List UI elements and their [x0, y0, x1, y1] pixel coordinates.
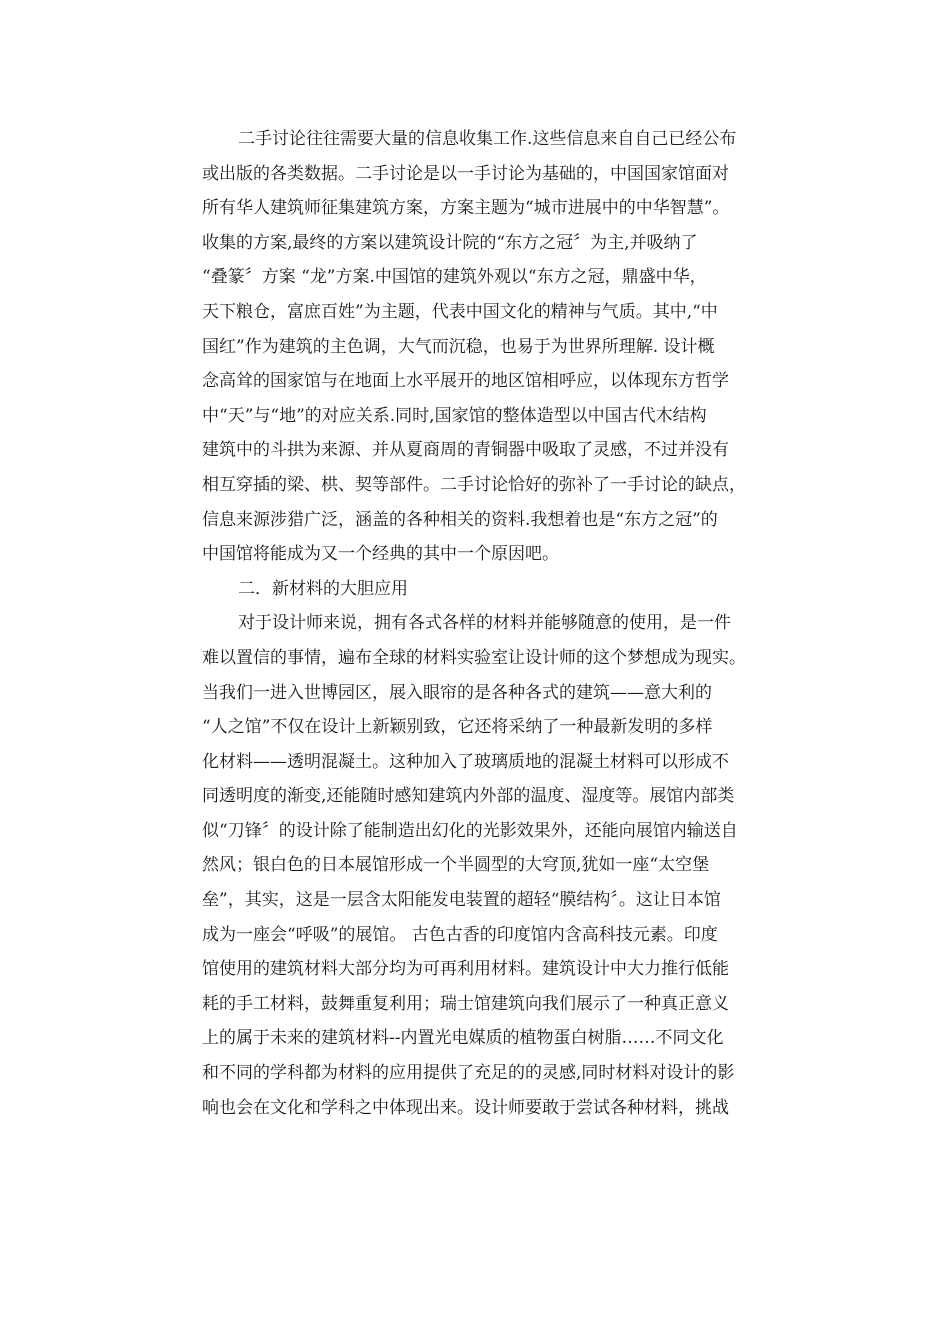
section-heading: 二．新材料的大胆应用 [238, 578, 408, 599]
text-line: 化材料——透明混凝土。这种加入了玻璃质地的混凝土材料可以形成不 [202, 751, 729, 772]
text-line: 国红”作为建筑的主色调，大气而沉稳，也易于为世界所理解. 设计概 [202, 336, 715, 357]
text-line: “人之馆”不仅在设计上新颖别致，它还将采纳了一种最新发明的多样 [202, 717, 713, 738]
text-line: 或出版的各类数据。二手讨论是以一手讨论为基础的，中国国家馆面对 [202, 163, 729, 184]
text-line: 难以置信的事情，遍布全球的材料实验室让设计师的这个梦想成为现实。 [202, 647, 746, 668]
text-line: 当我们一进入世博园区，展入眼帘的是各种各式的建筑——意大利的 [202, 682, 712, 703]
text-line: 然风；银白色的日本展馆形成一个半圆型的大穹顶,犹如一座“太空堡 [202, 855, 710, 876]
text-line: 中“天”与“地”的对应关系.同时,国家馆的整体造型以中国古代木结构 [202, 405, 707, 426]
text-line: 垒”，其实，这是一层含太阳能发电装置的超轻“膜结构〞。这让日本馆 [202, 890, 721, 911]
text-line: 天下粮仓，富庶百姓”为主题，代表中国文化的精神与气质。其中,“中 [202, 301, 718, 322]
text-line: 念高耸的国家馆与在地面上水平展开的地区馆相呼应，以体现东方哲学 [202, 371, 729, 392]
text-line: 成为一座会“呼吸”的展馆。 古色古香的印度馆内含高科技元素。印度 [202, 924, 718, 945]
text-line: 收集的方案,最终的方案以建筑设计院的“东方之冠〞为主,并吸纳了 [202, 232, 698, 253]
text-line: 信息来源涉猎广泛，涵盖的各种相关的资料.我想着也是“东方之冠”的 [202, 509, 718, 530]
text-line: 相互穿插的梁、栱、契等部件。二手讨论恰好的弥补了一手讨论的缺点， [202, 474, 746, 495]
text-line: “叠篆〞方案 “龙”方案.中国馆的建筑外观以“东方之冠，鼎盛中华， [202, 267, 707, 288]
text-line: 耗的手工材料，鼓舞重复利用；瑞士馆建筑向我们展示了一种真正意义 [202, 993, 729, 1014]
text-line: 似“刀锋〞的设计除了能制造出幻化的光影效果外，还能向展馆内输送自 [202, 820, 738, 841]
text-line: 响也会在文化和学科之中体现出来。设计师要敢于尝试各种材料，挑战 [202, 1097, 729, 1118]
text-line: 馆使用的建筑材料大部分均为可再利用材料。建筑设计中大力推行低能 [202, 959, 729, 980]
document-body [202, 122, 812, 1125]
text-line: 二手讨论往往需要大量的信息收集工作.这些信息来自自己已经公布 [238, 129, 737, 149]
text-line: 中国馆将能成为又一个经典的其中一个原因吧。 [202, 544, 559, 565]
text-line: 上的属于未来的建筑材料--内置光电媒质的植物蛋白树脂……不同文化 [202, 1028, 724, 1049]
text-line: 同透明度的渐变,还能随时感知建筑内外部的温度、湿度等。展馆内部类 [202, 786, 735, 807]
text-line: 和不同的学科都为材料的应用提供了充足的的灵感,同时材料对设计的影 [202, 1063, 735, 1084]
text-line: 对于设计师来说，拥有各式各样的材料并能够随意的使用，是一件 [238, 613, 731, 634]
text-line: 建筑中的斗拱为来源、并从夏商周的青铜器中吸取了灵感，不过并没有 [202, 440, 729, 461]
text-line: 所有华人建筑师征集建筑方案，方案主题为“城市进展中的中华智慧”。 [202, 198, 730, 219]
